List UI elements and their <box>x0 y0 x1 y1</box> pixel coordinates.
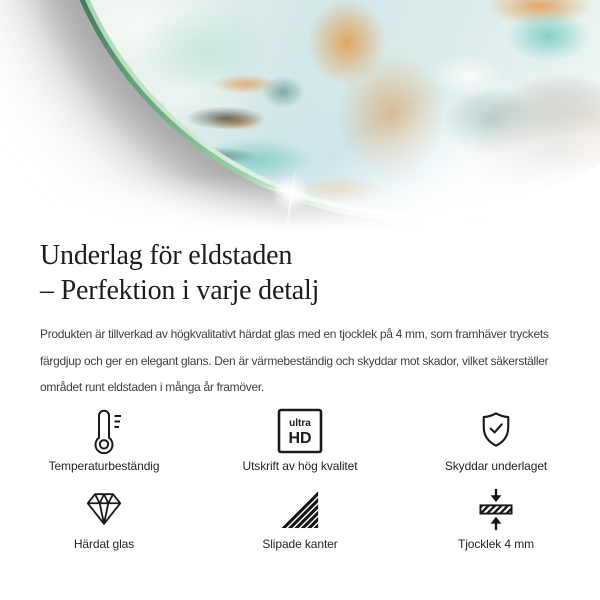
feature-thickness <box>398 487 594 551</box>
feature-label: Härdat glas <box>73 536 135 551</box>
feature-label: Tjocklek 4 mm <box>457 536 535 551</box>
feature-grid <box>0 409 600 551</box>
page-title-line1: Underlag för eldstaden <box>40 240 293 271</box>
ultra-hd-icon <box>276 409 324 453</box>
page-title-line2: – Perfektion i varje detalj <box>40 275 320 306</box>
diamond-icon <box>81 487 127 531</box>
feature-label: Utskrift av hög kvalitet <box>242 458 358 473</box>
ultra-hd-badge-top: ultra <box>289 417 311 429</box>
beveled-edges-icon <box>278 487 322 531</box>
feature-label: Temperaturbeständig <box>48 458 160 473</box>
shield-check-icon <box>473 409 519 453</box>
product-photo <box>0 0 600 232</box>
product-description: Produkten är tillverkad av högkvalitativt härdat glas med en tjocklek på 4 mm, som framhäver tryckets färgdjup och ger en elegant glans. Den är värmebeständig och skyddar mot skador, vilket säkerställer området runt eldstaden i många år framöver. <box>40 327 549 394</box>
content-block <box>0 232 600 401</box>
feature-print-quality <box>202 409 398 473</box>
feature-temperature <box>6 409 202 473</box>
feature-protects <box>398 409 594 473</box>
feature-polished-edges <box>202 487 398 551</box>
ultra-hd-badge-bottom: HD <box>288 429 312 447</box>
thickness-4mm-icon <box>474 487 518 531</box>
feature-tempered-glass <box>6 487 202 551</box>
thermometer-icon <box>80 409 128 453</box>
feature-label: Skyddar underlaget <box>444 458 548 473</box>
feature-label: Slipade kanter <box>262 536 338 551</box>
page-title <box>40 238 560 308</box>
